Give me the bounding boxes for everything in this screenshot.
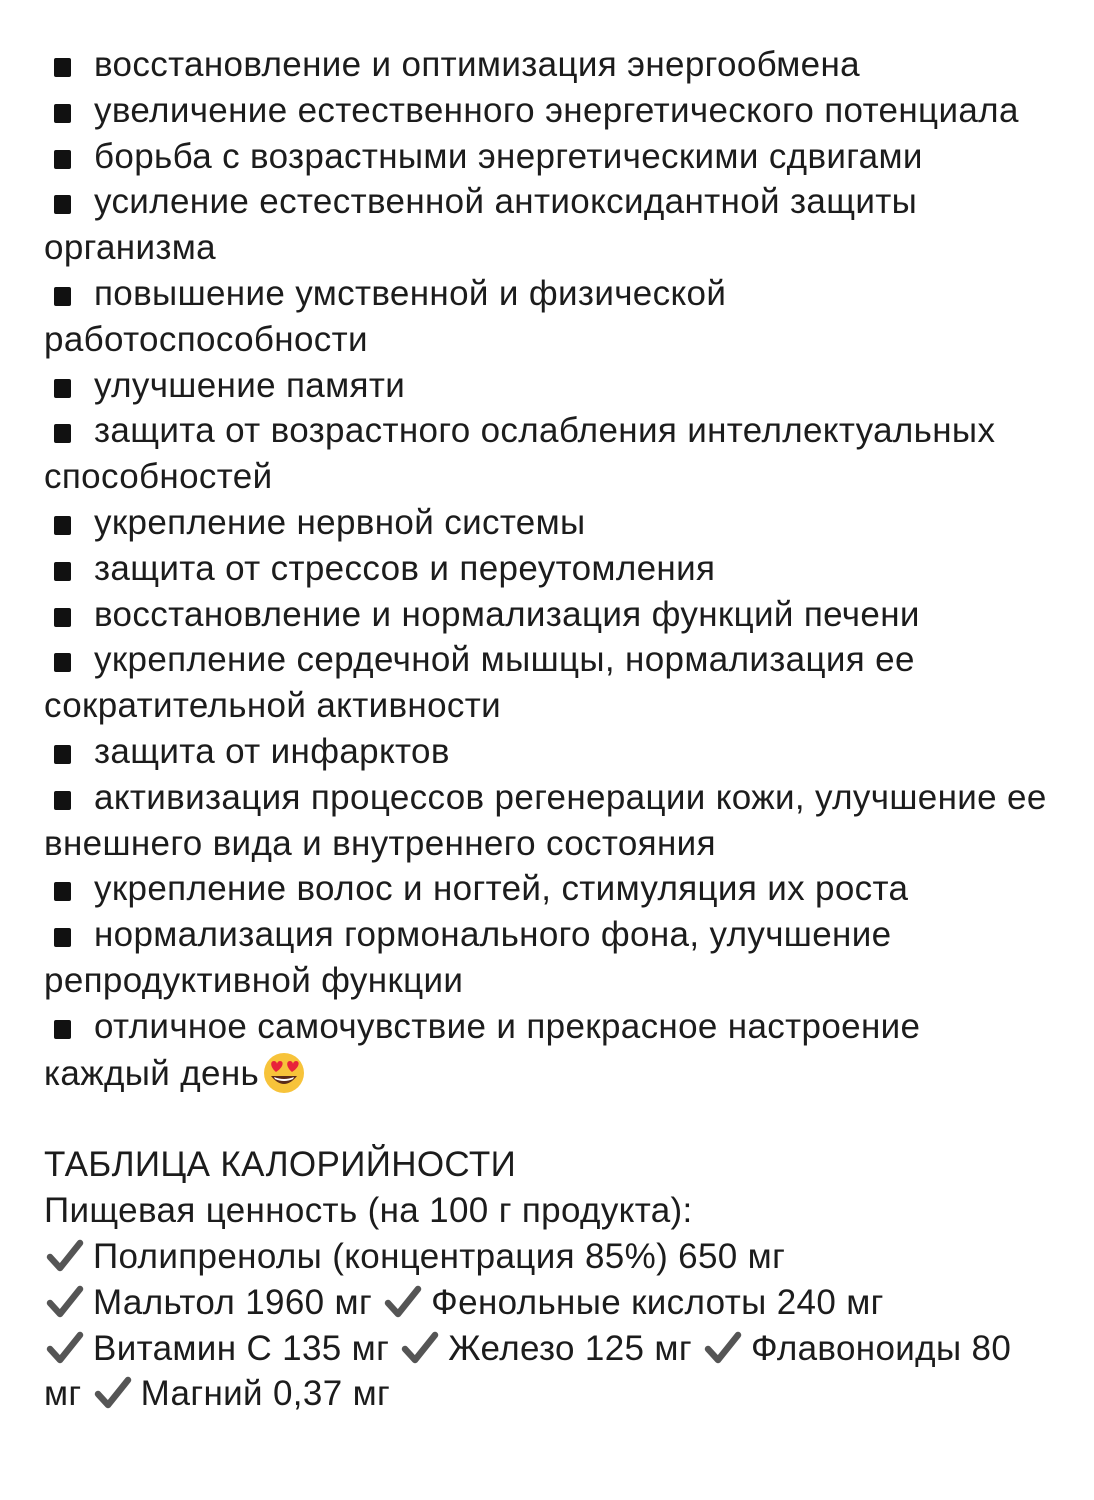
black-square-bullet-icon	[54, 1020, 71, 1039]
benefit-text: нормализация гормонального фона, улучшение репродуктивной функции	[44, 915, 892, 1000]
black-square-bullet-icon	[54, 608, 71, 627]
benefit-item	[44, 866, 1054, 912]
check-mark-icon	[384, 1285, 422, 1319]
benefit-item	[44, 363, 1054, 409]
benefit-text: укрепление волос и ногтей, стимуляция их роста	[94, 869, 909, 909]
heart-eyes-emoji-icon	[261, 1050, 307, 1096]
benefit-text: восстановление и нормализация функций печени	[94, 594, 920, 634]
benefit-item	[44, 408, 1054, 500]
black-square-bullet-icon	[54, 928, 71, 947]
benefit-text: увеличение естественного энергетического потенциала	[94, 90, 1019, 130]
black-square-bullet-icon	[54, 882, 71, 901]
benefit-text: укрепление сердечной мышцы, нормализация ее сократительной активности	[44, 640, 915, 726]
nutrient-line	[44, 1280, 1054, 1326]
nutrient-label: Железо 125 мг	[448, 1328, 692, 1368]
black-square-bullet-icon	[54, 379, 71, 398]
benefit-item	[44, 88, 1054, 134]
benefit-item	[44, 42, 1054, 88]
calorie-table-subtitle: Пищевая ценность (на 100 г продукта):	[44, 1191, 693, 1231]
nutrient-item	[92, 1374, 391, 1413]
black-square-bullet-icon	[54, 58, 71, 77]
benefit-item	[44, 134, 1054, 180]
nutrient-line	[44, 1326, 1054, 1418]
benefit-item	[44, 592, 1054, 638]
nutrient-item	[399, 1329, 702, 1368]
black-square-bullet-icon	[54, 653, 71, 672]
black-square-bullet-icon	[54, 516, 71, 535]
benefit-text: усиление естественной антиоксидантной защиты организма	[44, 182, 918, 268]
section-spacer	[44, 1096, 1054, 1142]
black-square-bullet-icon	[54, 195, 71, 214]
benefit-item	[44, 912, 1054, 1004]
benefits-list	[44, 42, 1054, 1096]
benefit-text: защита от инфарктов	[94, 731, 450, 771]
nutrient-label: Полипренолы (концентрация 85%) 650 мг	[93, 1236, 786, 1276]
black-square-bullet-icon	[54, 424, 71, 443]
nutrient-item	[44, 1329, 399, 1368]
black-square-bullet-icon	[54, 104, 71, 123]
benefit-text: борьба с возрастными энергетическими сдвигами	[94, 136, 923, 176]
nutrient-item	[44, 1237, 785, 1276]
benefit-item	[44, 546, 1054, 592]
benefit-item	[44, 729, 1054, 775]
black-square-bullet-icon	[54, 562, 71, 581]
benefit-item	[44, 775, 1054, 867]
nutrient-item	[44, 1283, 382, 1322]
nutrient-label: Магний 0,37 мг	[140, 1374, 391, 1414]
benefit-item	[44, 500, 1054, 546]
black-square-bullet-icon	[54, 287, 71, 306]
black-square-bullet-icon	[54, 745, 71, 764]
black-square-bullet-icon	[54, 791, 71, 810]
benefit-text: активизация процессов регенерации кожи, улучшение ее внешнего вида и внутреннего состояния	[44, 777, 1047, 863]
calorie-table-title: ТАБЛИЦА КАЛОРИЙНОСТИ	[44, 1145, 517, 1185]
benefit-item	[44, 1004, 1054, 1097]
benefit-text: защита от возрастного ослабления интеллектуальных способностей	[44, 411, 996, 497]
benefit-text: восстановление и оптимизация энергообмена	[94, 45, 860, 84]
check-mark-icon	[704, 1331, 742, 1365]
nutrient-label: Фенольные кислоты 240 мг	[431, 1282, 884, 1322]
benefit-text: отличное самочувствие и прекрасное настроение каждый день	[44, 1006, 921, 1093]
check-mark-icon	[46, 1331, 84, 1365]
benefit-text: улучшение памяти	[94, 365, 406, 405]
nutrient-label: Флавоноиды 80 мг	[44, 1328, 1012, 1414]
check-mark-icon	[46, 1239, 84, 1273]
benefit-item	[44, 179, 1054, 271]
benefit-item	[44, 637, 1054, 729]
benefit-text: укрепление нервной системы	[94, 502, 586, 542]
benefit-text: повышение умственной и физической работоспособности	[44, 273, 727, 359]
benefit-item	[44, 271, 1054, 363]
nutrient-item	[382, 1283, 884, 1322]
check-mark-icon	[94, 1376, 132, 1410]
nutrient-label: Мальтол 1960 мг	[93, 1282, 373, 1322]
check-mark-icon	[46, 1285, 84, 1319]
nutrient-list	[44, 1234, 1054, 1417]
nutrient-label: Витамин С 135 мг	[93, 1328, 390, 1368]
benefit-text: защита от стрессов и переутомления	[94, 548, 716, 588]
document	[44, 42, 1054, 1417]
black-square-bullet-icon	[54, 150, 71, 169]
check-mark-icon	[401, 1331, 439, 1365]
nutrient-line	[44, 1234, 1054, 1280]
